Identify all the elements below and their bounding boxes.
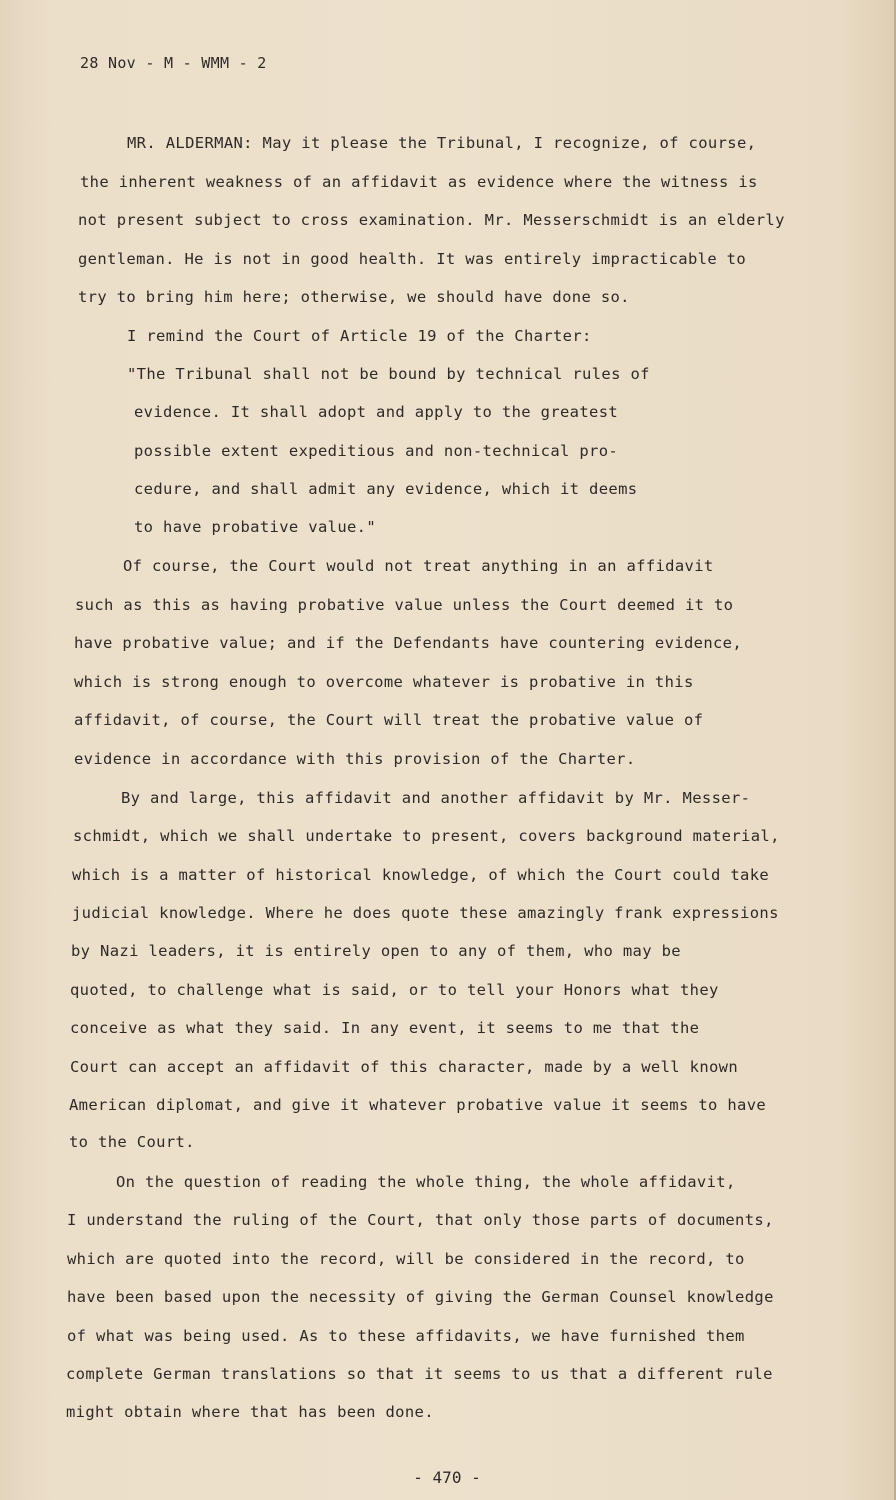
text-line: quoted, to challenge what is said, or to tell your Honors what they [70, 981, 719, 999]
text-line: such as this as having probative value unless the Court deemed it to [75, 596, 734, 614]
text-line: gentleman. He is not in good health. It was entirely impracticable to [78, 250, 747, 268]
page-reference: 28 Nov - M - WMM - 2 [80, 54, 267, 72]
text-line: Of course, the Court would not treat anything in an affidavit [123, 557, 714, 575]
text-line: affidavit, of course, the Court will treat the probative value of [74, 711, 704, 729]
text-line: On the question of reading the whole thing, the whole affidavit, [116, 1173, 736, 1191]
text-line: conceive as what they said. In any event, it seems to me that the [70, 1019, 700, 1037]
text-line: By and large, this affidavit and another affidavit by Mr. Messer- [121, 789, 751, 807]
text-line: by Nazi leaders, it is entirely open to any of them, who may be [71, 942, 681, 960]
text-line: MR. ALDERMAN: May it please the Tribunal, I recognize, of course, [127, 134, 757, 152]
text-line: judicial knowledge. Where he does quote these amazingly frank expressions [72, 904, 779, 922]
page-number: - 470 - [413, 1468, 481, 1487]
text-line: which is a matter of historical knowledge, of which the Court could take [72, 866, 770, 884]
text-line: which are quoted into the record, will be considered in the record, to [67, 1250, 745, 1268]
text-line: complete German translations so that it seems to us that a different rule [66, 1365, 773, 1383]
text-line: Court can accept an affidavit of this character, made by a well known [70, 1058, 739, 1076]
text-line: not present subject to cross examination. Mr. Messerschmidt is an elderly [78, 211, 785, 229]
text-line: have been based upon the necessity of giving the German Counsel knowledge [67, 1288, 774, 1306]
text-line: schmidt, which we shall undertake to present, covers background material, [73, 827, 780, 845]
text-line: I remind the Court of Article 19 of the Charter: [127, 327, 592, 345]
text-line: to the Court. [69, 1133, 195, 1151]
text-line: might obtain where that has been done. [66, 1403, 434, 1421]
text-line: which is strong enough to overcome whatever is probative in this [74, 673, 694, 691]
quote-line: evidence. It shall adopt and apply to the greatest [134, 403, 619, 421]
text-line: I understand the ruling of the Court, that only those parts of documents, [67, 1211, 774, 1229]
text-line: evidence in accordance with this provision of the Charter. [74, 750, 636, 768]
quote-line: possible extent expeditious and non-technical pro- [134, 442, 619, 460]
text-line: of what was being used. As to these affidavits, we have furnished them [67, 1327, 745, 1345]
quote-line: to have probative value." [134, 518, 377, 536]
text-line: have probative value; and if the Defendants have countering evidence, [74, 634, 743, 652]
text-line: the inherent weakness of an affidavit as evidence where the witness is [80, 173, 758, 191]
text-line: try to bring him here; otherwise, we should have done so. [78, 288, 630, 306]
quote-line: cedure, and shall admit any evidence, which it deems [134, 480, 638, 498]
quote-line: "The Tribunal shall not be bound by technical rules of [127, 365, 650, 383]
text-line: American diplomat, and give it whatever probative value it seems to have [69, 1096, 767, 1114]
